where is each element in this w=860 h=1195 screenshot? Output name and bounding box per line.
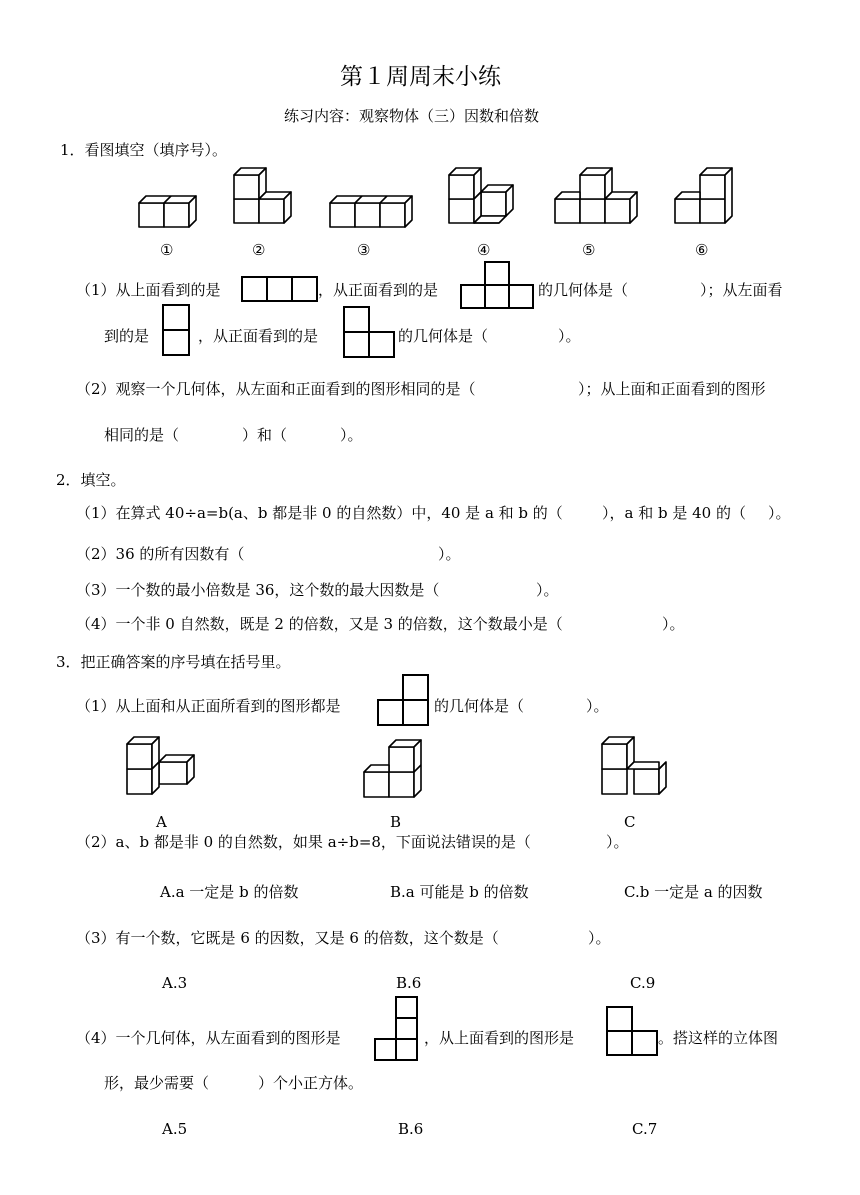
q3-p4-option-b: B.6 — [398, 1120, 424, 1138]
figure-label-5: ⑤ — [582, 241, 596, 259]
q3-p4-option-c: C.7 — [632, 1120, 658, 1138]
option-b-solid — [364, 740, 421, 797]
q2-p1-text-a: （1）在算式 40÷a=b(a、b 都是非 0 的自然数）中，40 是 a 和 b 的（ — [76, 504, 563, 522]
figure-5-solid — [555, 168, 637, 223]
q3-p1-text-b: 的几何体是（ — [434, 697, 525, 715]
q3-p1-label-b: B — [390, 813, 402, 831]
page-title: 第１周周末小练 — [340, 64, 501, 90]
q1-p2-text-b: ）；从上面和正面看到的图形 — [578, 380, 766, 398]
q2-p3-text-a: （3）一个数的最小倍数是 36，这个数的最大因数是（ — [76, 581, 440, 599]
q3-p1-label-a: A — [156, 813, 167, 831]
view-l-shape-right-tall — [377, 674, 433, 726]
q1-p1-text-c: 的几何体是（ — [538, 281, 629, 299]
q3-p1-text-c: ）。 — [586, 697, 609, 715]
q3-p1-label-c: C — [624, 813, 636, 831]
q1-heading: 1．看图填空（填序号）。 — [60, 141, 228, 159]
q3-p3-option-c: C.9 — [630, 974, 656, 992]
option-a-solid — [127, 737, 194, 794]
q3-p4-option-a: A.5 — [162, 1120, 188, 1138]
q3-p4-text-a: （4）一个几何体，从左面看到的图形是 — [76, 1029, 341, 1047]
q1-p2-text-d: ）和（ — [242, 426, 288, 444]
q1-figures — [0, 155, 860, 255]
q3-p2-option-c: C.b 一定是 a 的因数 — [624, 883, 763, 901]
left-view-shape — [374, 996, 420, 1062]
option-c-solid — [602, 737, 666, 794]
q2-p2-text-a: （2）36 的所有因数有（ — [76, 545, 245, 563]
q1-p2-text-e: ）。 — [340, 426, 363, 444]
q1-p2-text-a: （2）观察一个几何体，从左面和正面看到的图形相同的是（ — [76, 380, 476, 398]
figure-1-solid — [139, 196, 196, 227]
top-view-three-squares — [241, 276, 321, 302]
figure-label-1: ① — [160, 241, 174, 259]
q3-p3-option-b: B.6 — [396, 974, 422, 992]
q3-p3-text-end: ）。 — [588, 929, 611, 947]
q3-p4-text-c: 。搭这样的立体图 — [658, 1029, 779, 1047]
q1-p1-text-h: ）。 — [558, 327, 581, 345]
q3-p2-option-a: A.a 一定是 b 的倍数 — [160, 883, 299, 901]
figure-2-solid — [234, 168, 291, 223]
left-view-two-stacked — [162, 304, 192, 356]
q3-p2-option-b: B.a 可能是 b 的倍数 — [390, 883, 529, 901]
q3-p1-figures — [0, 735, 860, 815]
q1-p1-text-f: ，从正面看到的是 — [198, 327, 319, 345]
q3-p3-text: （3）有一个数，它既是 6 的因数，又是 6 的倍数，这个数是（ — [76, 929, 499, 947]
q1-p1-text-a: （1）从上面看到的是 — [76, 281, 221, 299]
q1-p1-text-g: 的几何体是（ — [398, 327, 489, 345]
figure-4-solid — [449, 168, 513, 223]
q2-p1-text-c: ）。 — [768, 504, 791, 522]
q2-p4-text-b: ）。 — [662, 615, 685, 633]
front-view-t-shape — [460, 261, 540, 311]
q1-p2-text-c: 相同的是（ — [104, 426, 180, 444]
figure-3-solid — [330, 196, 412, 227]
figure-label-4: ④ — [477, 241, 491, 259]
q1-p1-text-b: ，从正面看到的是 — [318, 281, 439, 299]
q3-p1-text-a: （1）从上面和从正面所看到的图形都是 — [76, 697, 341, 715]
q2-p2-text-b: ）。 — [438, 545, 461, 563]
q3-p3-option-a: A.3 — [162, 974, 188, 992]
q2-p4-text-a: （4）一个非 0 自然数，既是 2 的倍数，又是 3 的倍数，这个数最小是（ — [76, 615, 563, 633]
figure-label-3: ③ — [357, 241, 371, 259]
top-view-shape — [606, 1006, 662, 1058]
figure-label-2: ② — [252, 241, 266, 259]
q3-p2-text: （2）a、b 都是非 0 的自然数，如果 a÷b=8，下面说法错误的是（ — [76, 833, 531, 851]
front-view-l-shape — [343, 306, 399, 358]
q2-p1-text-b: ），a 和 b 是 40 的（ — [602, 504, 746, 522]
q3-heading: 3．把正确答案的序号填在括号里。 — [56, 653, 291, 671]
q3-p4-text-d: 形，最少需要（ — [104, 1074, 210, 1092]
page-subtitle: 练习内容：观察物体（三）因数和倍数 — [284, 107, 540, 125]
q1-p1-text-d: ）；从左面看 — [700, 281, 783, 299]
q3-p2-text-end: ）。 — [606, 833, 629, 851]
figure-6-solid — [675, 168, 732, 223]
q2-p3-text-b: ）。 — [536, 581, 559, 599]
q1-p1-text-e: 到的是 — [104, 327, 150, 345]
q2-heading: 2．填空。 — [56, 471, 126, 489]
q3-p4-text-b: ，从上面看到的图形是 — [424, 1029, 575, 1047]
figure-label-6: ⑥ — [695, 241, 709, 259]
q3-p4-text-e: ）个小正方体。 — [258, 1074, 364, 1092]
